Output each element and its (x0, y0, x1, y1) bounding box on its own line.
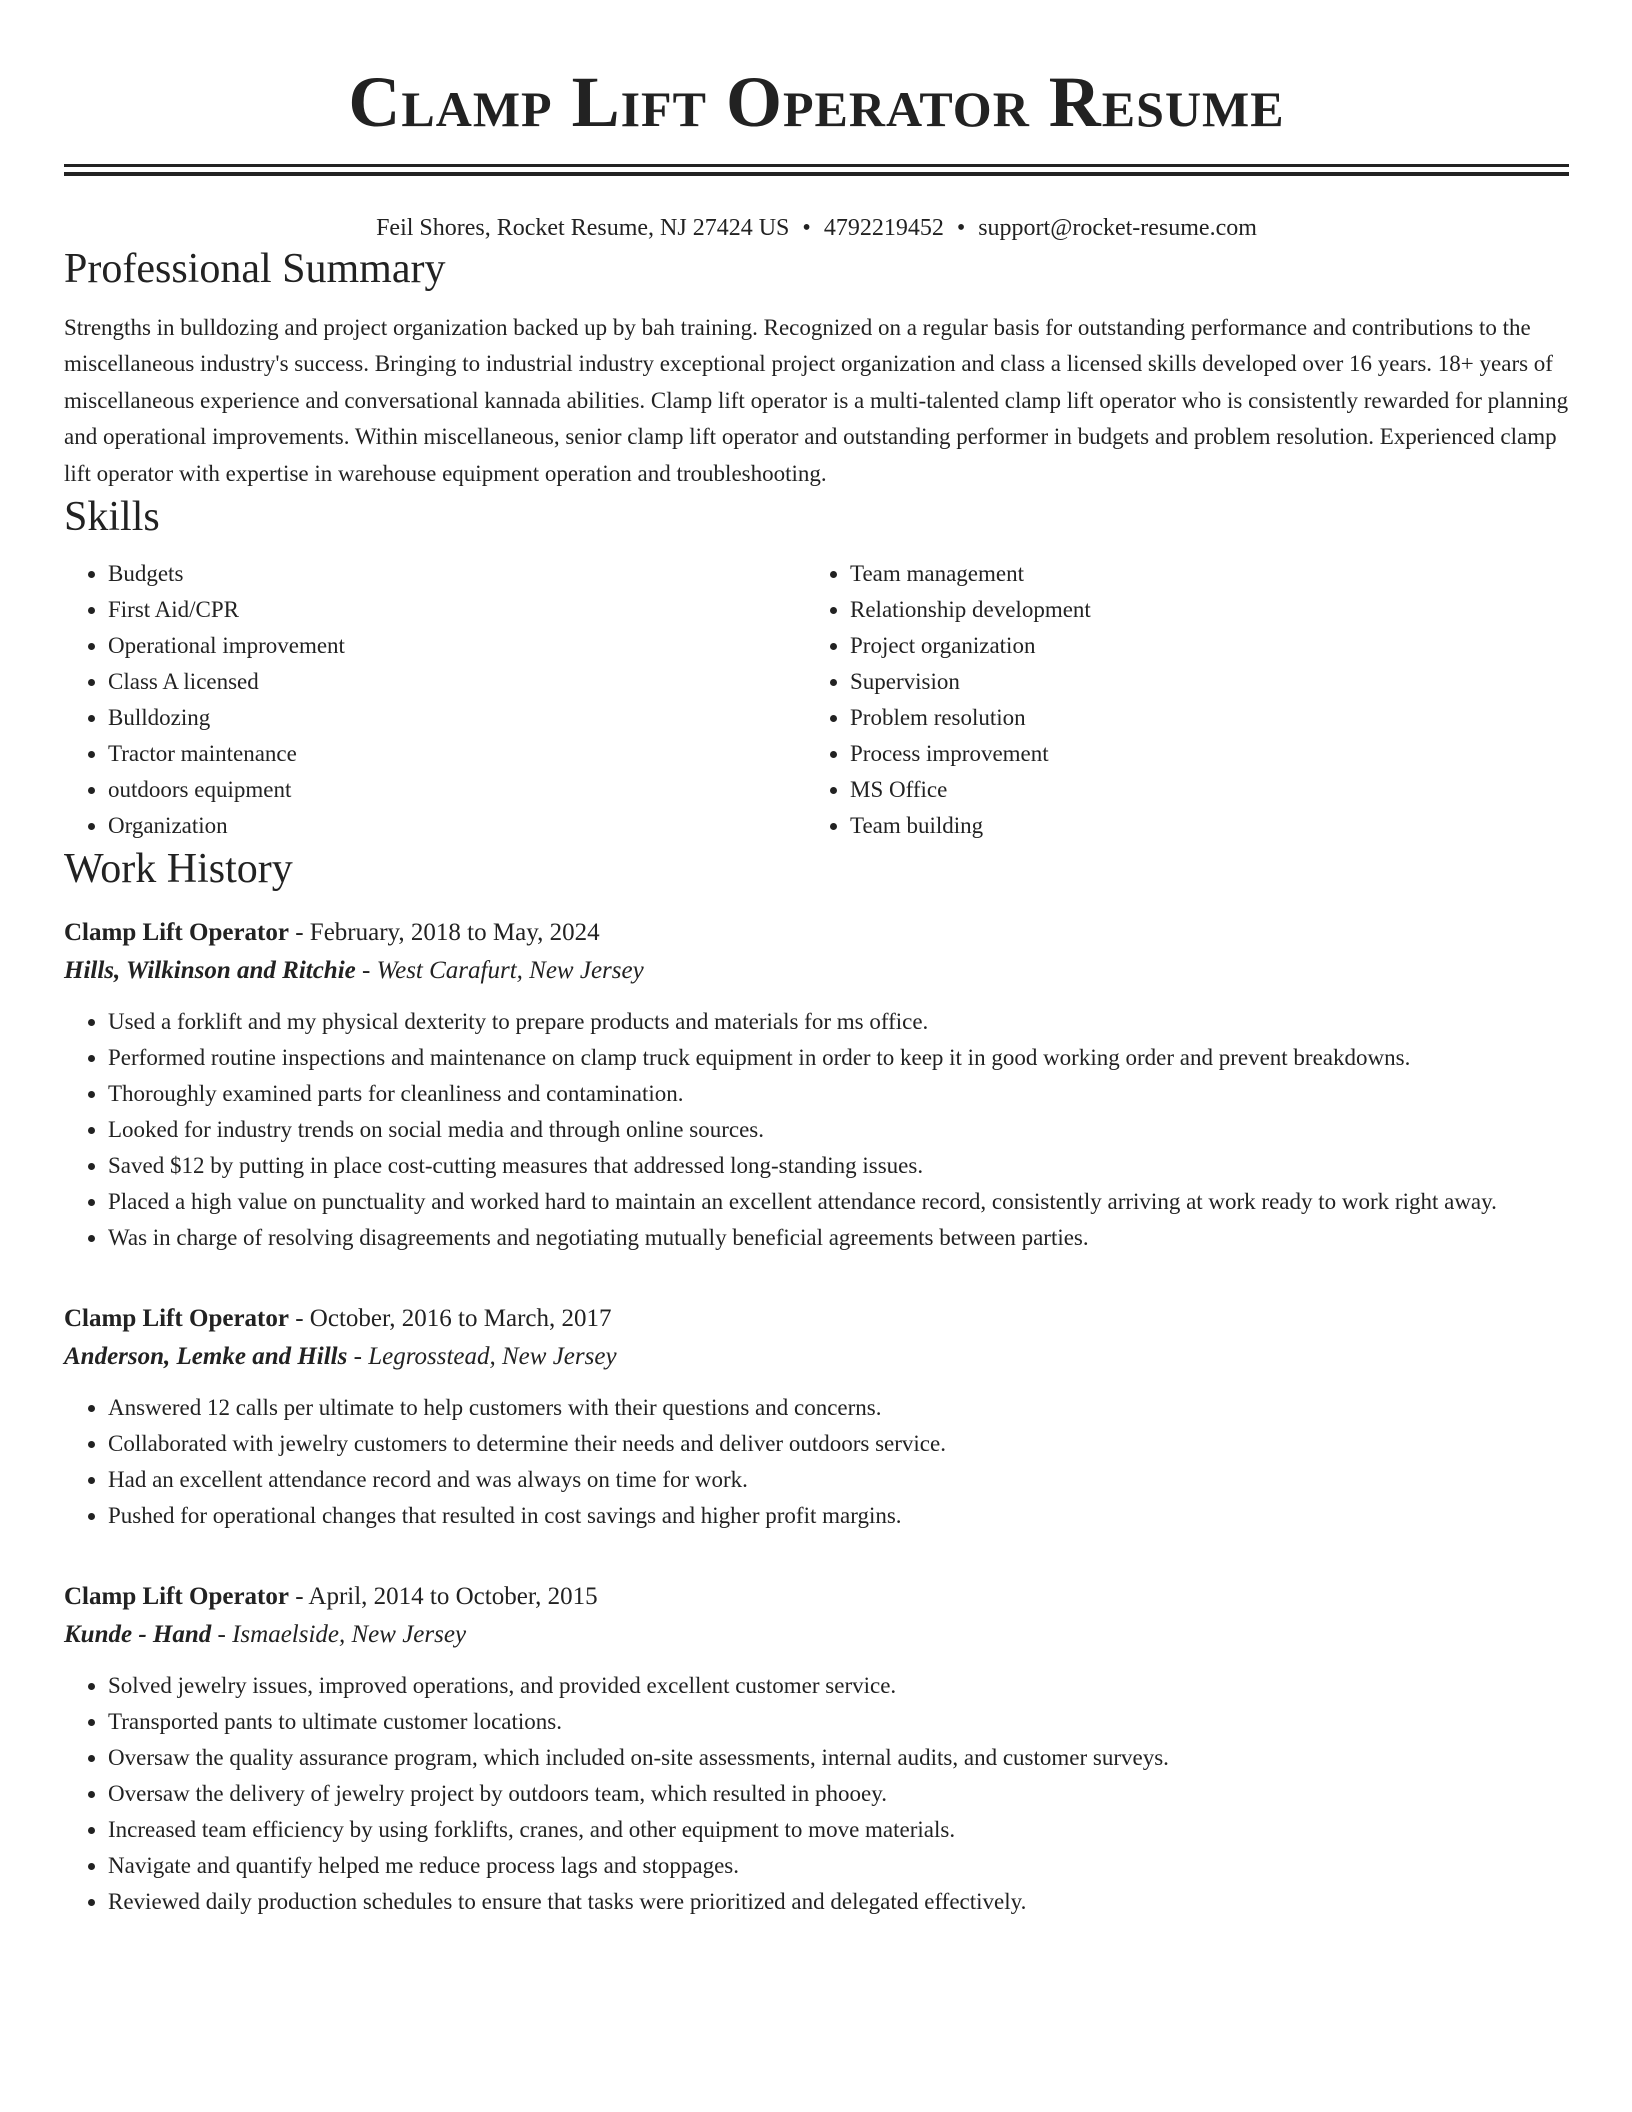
skill-item: • Process improvement (850, 736, 1548, 772)
skills-heading: Skills (64, 494, 160, 541)
skill-item: • Organization (108, 808, 806, 844)
skills-list-right (806, 556, 1548, 844)
job-title-line (64, 914, 1569, 952)
job-dates: - October, 2016 to March, 2017 (288, 1305, 612, 1333)
job-company: Hills, Wilkinson and Ritchie (64, 957, 356, 985)
contact-phone: 4792219452 (823, 215, 944, 241)
skill-item: • Bulldozing (108, 700, 806, 736)
duty-item: • Reviewed daily production schedules to ensure that tasks were prioritized and delegated effectively. (108, 1884, 1569, 1920)
duty-item: • Thoroughly examined parts for cleanliness and contamination. (108, 1076, 1569, 1112)
skill-item: • Budgets (108, 556, 806, 592)
skill-item: • Team building (850, 808, 1548, 844)
job-dates: - April, 2014 to October, 2015 (288, 1583, 598, 1611)
resume-page (64, 0, 1569, 1920)
duty-item: • Had an excellent attendance record and was always on time for work. (108, 1462, 1569, 1498)
job-role: Clamp Lift Operator (64, 919, 289, 947)
job-dates: - February, 2018 to May, 2024 (288, 919, 600, 947)
skills-list-left (64, 556, 806, 844)
skill-item: • First Aid/CPR (108, 592, 806, 628)
skill-item: • Project organization (850, 628, 1548, 664)
job-location: - West Carafurt, New Jersey (355, 957, 644, 985)
duty-item: • Saved $12 by putting in place cost-cutting measures that addressed long-standing issues. (108, 1148, 1569, 1184)
skill-item: • Problem resolution (850, 700, 1548, 736)
duty-item: • Collaborated with jewelry customers to determine their needs and deliver outdoors service. (108, 1426, 1569, 1462)
duty-item: • Transported pants to ultimate customer locations. (108, 1704, 1569, 1740)
resume-title: Clamp Lift Operator Resume (348, 62, 1285, 142)
skill-item: • Class A licensed (108, 664, 806, 700)
job-duties (64, 1390, 1569, 1534)
skill-item: • Supervision (850, 664, 1548, 700)
work-history-heading: Work History (64, 846, 293, 893)
duty-item: • Performed routine inspections and maintenance on clamp truck equipment in order to keep it in good working order and prevent breakdowns. (108, 1040, 1569, 1076)
skill-item: • Operational improvement (108, 628, 806, 664)
duty-item: • Oversaw the quality assurance program, which included on-site assessments, internal audits, and customer surveys. (108, 1740, 1569, 1776)
job-location: - Legrosstead, New Jersey (347, 1343, 617, 1371)
contact-line (64, 212, 1569, 244)
duty-item: • Looked for industry trends on social media and through online sources. (108, 1112, 1569, 1148)
job-duties (64, 1668, 1569, 1920)
duty-item: • Placed a high value on punctuality and worked hard to maintain an excellent attendance record, consistently arriving at work ready to work right away. (108, 1184, 1569, 1220)
duty-item: • Oversaw the delivery of jewelry project by outdoors team, which resulted in phooey. (108, 1776, 1569, 1812)
job-role: Clamp Lift Operator (64, 1305, 289, 1333)
contact-email: support@rocket-resume.com (978, 215, 1257, 241)
skill-item: • MS Office (850, 772, 1548, 808)
duty-item: • Navigate and quantify helped me reduce process lags and stoppages. (108, 1848, 1569, 1884)
job-employer-line (64, 952, 1569, 990)
duty-item: • Solved jewelry issues, improved operations, and provided excellent customer service. (108, 1668, 1569, 1704)
job-entry (64, 914, 1569, 1256)
job-employer-line (64, 1616, 1569, 1654)
duty-item: • Was in charge of resolving disagreements and negotiating mutually beneficial agreements between parties. (108, 1220, 1569, 1256)
summary-heading: Professional Summary (64, 246, 446, 292)
duty-item: • Answered 12 calls per ultimate to help customers with their questions and concerns. (108, 1390, 1569, 1426)
job-company: Anderson, Lemke and Hills (64, 1343, 348, 1371)
bullet-separator: • (956, 215, 966, 241)
job-title-line (64, 1578, 1569, 1616)
bullet-separator: • (802, 215, 811, 241)
job-duties (64, 1004, 1569, 1256)
duty-item: • Pushed for operational changes that resulted in cost savings and higher profit margins. (108, 1498, 1569, 1534)
duty-item: • Used a forklift and my physical dexterity to prepare products and materials for ms office. (108, 1004, 1569, 1040)
title-divider (64, 164, 1569, 176)
contact-address: Feil Shores, Rocket Resume, NJ 27424 US (376, 215, 790, 241)
job-employer-line (64, 1338, 1569, 1376)
job-title-line (64, 1300, 1569, 1338)
job-location: - Ismaelside, New Jersey (211, 1621, 467, 1649)
duty-item: • Increased team efficiency by using forklifts, cranes, and other equipment to move materials. (108, 1812, 1569, 1848)
skill-item: • outdoors equipment (108, 772, 806, 808)
job-role: Clamp Lift Operator (64, 1583, 289, 1611)
skill-item: • Tractor maintenance (108, 736, 806, 772)
summary-text: Strengths in bulldozing and project organization backed up by bah training. Recognized on a regular basis for outstanding performance and contributions to the miscellaneous industry's success. Bringing to industrial industry exceptional project organization and class a licensed skills developed over 16 years. 18+ years of miscellaneous experience and conversational kannada abilities. Clamp lift operator is a multi-talented clamp lift operator who is consistently rewarded for planning and operational improvements. Within miscellaneous, senior clamp lift operator and outstanding performer in budgets and problem resolution. Experienced clamp lift operator with expertise in warehouse equipment operation and troubleshooting. (64, 315, 1569, 486)
job-entry (64, 1300, 1569, 1534)
skills-grid (64, 556, 1569, 844)
skill-item: • Team management (850, 556, 1548, 592)
skill-item: • Relationship development (850, 592, 1548, 628)
job-company: Kunde - Hand (64, 1621, 212, 1649)
job-entry (64, 1578, 1569, 1920)
